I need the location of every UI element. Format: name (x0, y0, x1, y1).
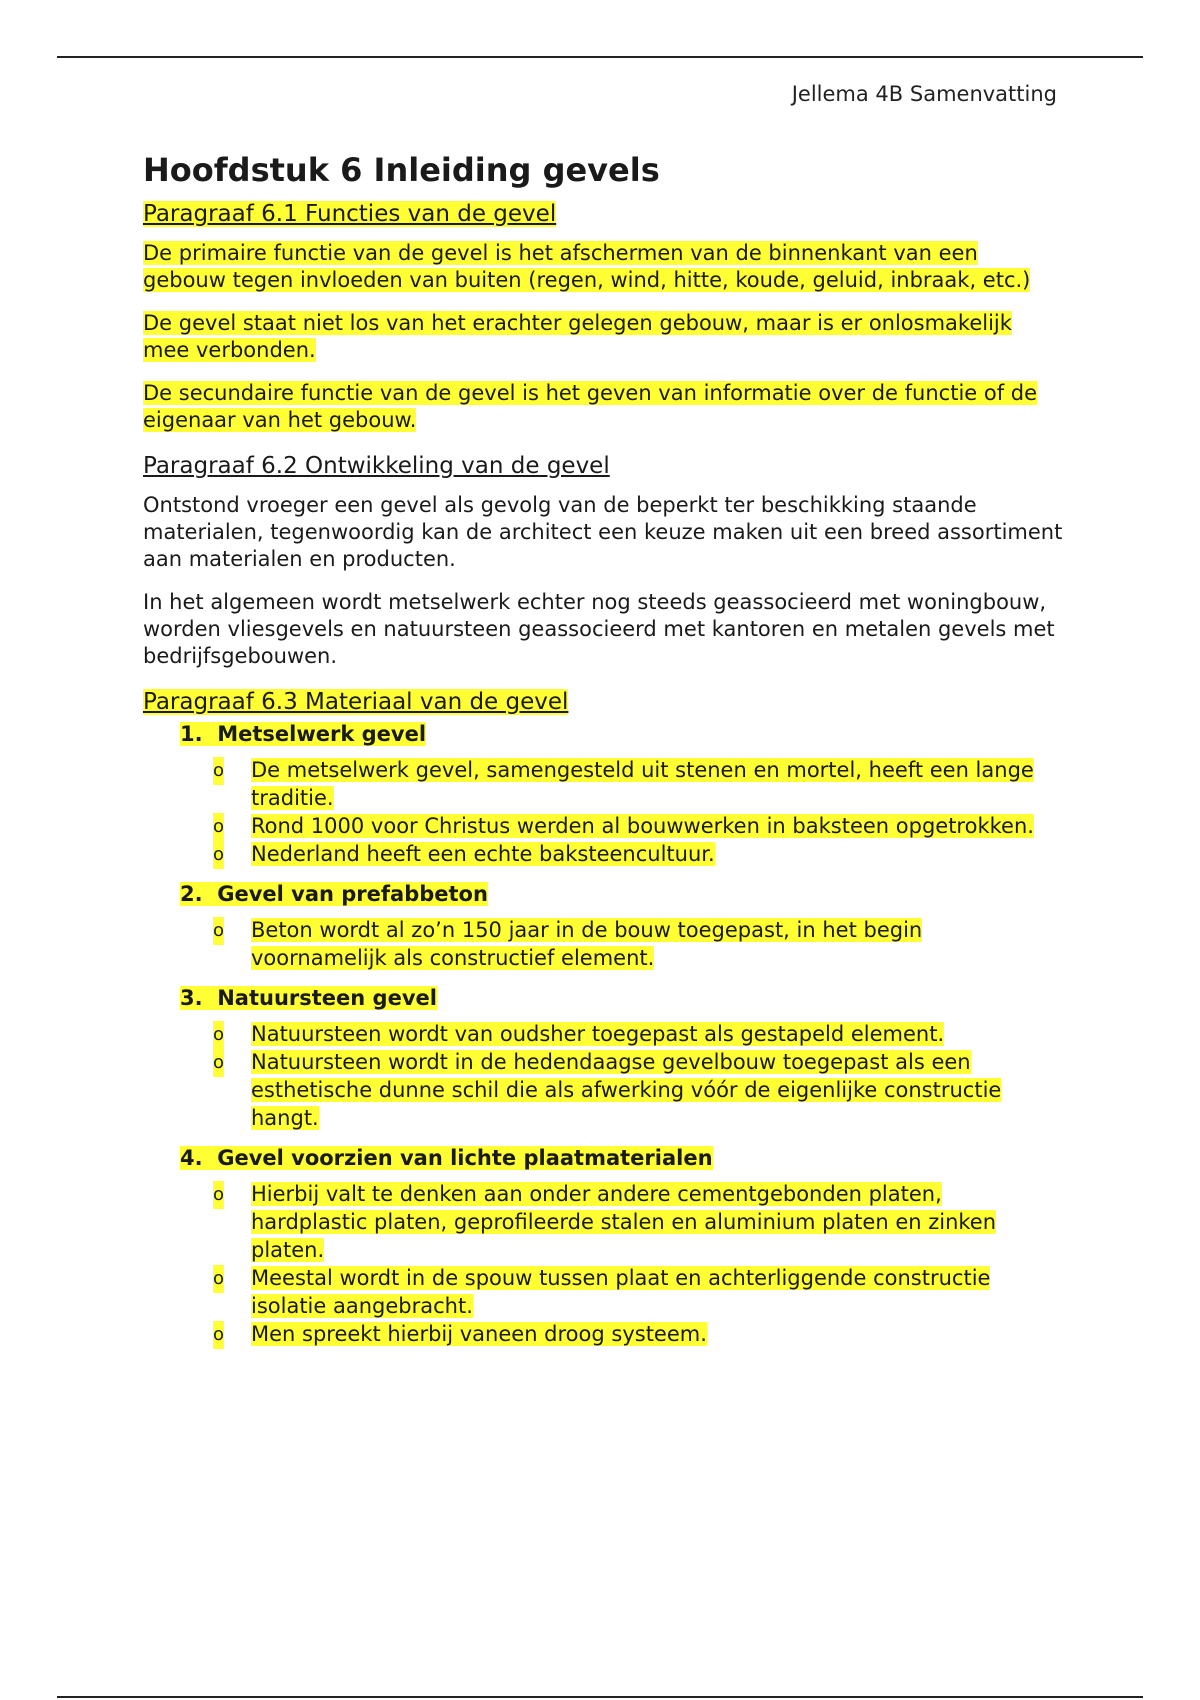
bullet-icon: o (213, 841, 224, 869)
bullet-icon: o (213, 813, 224, 841)
section-title: Paragraaf 6.2 Ontwikkeling van de gevel (143, 452, 610, 479)
sub-list-item: o Hierbij valt te denken aan onder andere cementgebonden platen, hardplastic platen, geprofileerde stalen en aluminium platen en zinken platen. (213, 1182, 997, 1263)
sub-list-item: o Meestal wordt in de spouw tussen plaat en achterliggende constructie isolatie aangebracht. (213, 1266, 991, 1319)
paragraph: De secundaire functie van de gevel is het geven van informatie over de functie of de eigenaar van het gebouw. (143, 380, 1038, 432)
paragraph: Ontstond vroeger een gevel als gevolg van de beperkt ter beschikking staande materialen, tegenwoordig kan de architect een keuze maken uit een breed assortiment aan materialen en producten. (143, 492, 1063, 571)
document-body (143, 150, 1063, 1360)
document-header: Jellema 4B Samenvatting (791, 82, 1057, 106)
section-title: Paragraaf 6.1 Functies van de gevel (143, 200, 557, 227)
list-item-title: 1. Metselwerk gevel (180, 722, 427, 747)
sub-list (143, 1180, 1063, 1348)
sub-list-item: o Rond 1000 voor Christus werden al bouwwerken in baksteen opgetrokken. (143, 812, 1063, 840)
list-item-title: 3. Natuursteen gevel (180, 986, 437, 1011)
bullet-icon: o (213, 1321, 224, 1349)
sub-list-item: o Men spreekt hierbij vaneen droog systeem. (143, 1320, 1063, 1348)
list-item (143, 984, 1063, 1132)
list-item (143, 720, 1063, 868)
sub-list-item: o Beton wordt al zo’n 150 jaar in de bouw toegepast, in het begin voornamelijk als constructief element. (213, 918, 923, 971)
list-item (143, 880, 1063, 972)
bullet-icon: o (213, 1181, 224, 1209)
sub-list (143, 1020, 1063, 1132)
material-list (143, 720, 1063, 1348)
bullet-icon: o (213, 917, 224, 945)
sub-list-item: o Natuursteen wordt van oudsher toegepast als gestapeld element. (143, 1020, 1063, 1048)
paragraph: De primaire functie van de gevel is het afschermen van de binnenkant van een gebouw tegen invloeden van buiten (regen, wind, hitte, koude, geluid, inbraak, etc.) (143, 240, 1031, 292)
sub-list (143, 756, 1063, 868)
section-title: Paragraaf 6.3 Materiaal van de gevel (143, 688, 569, 715)
list-item (143, 1144, 1063, 1348)
bullet-icon: o (213, 757, 224, 785)
bullet-icon: o (213, 1021, 224, 1049)
sub-list-item: o Nederland heeft een echte baksteencultuur. (143, 840, 1063, 868)
sub-list-item: o De metselwerk gevel, samengesteld uit stenen en mortel, heeft een lange traditie. (213, 758, 1034, 811)
chapter-title: Hoofdstuk 6 Inleiding gevels (143, 151, 660, 189)
sub-list-item: o Natuursteen wordt in de hedendaagse gevelbouw toegepast als een esthetische dunne schil die als afwerking vóór de eigenlijke constructie hangt. (213, 1050, 1002, 1131)
bullet-icon: o (213, 1265, 224, 1293)
bullet-icon: o (213, 1049, 224, 1077)
paragraph: De gevel staat niet los van het erachter gelegen gebouw, maar is er onlosmakelijk mee verbonden. (143, 310, 1012, 362)
list-item-title: 4. Gevel voorzien van lichte plaatmaterialen (180, 1146, 713, 1171)
footer-rule (57, 1696, 1143, 1698)
paragraph: In het algemeen wordt metselwerk echter nog steeds geassocieerd met woningbouw, worden vliesgevels en natuursteen geassocieerd met kantoren en metalen gevels met bedrijfsgebouwen. (143, 589, 1055, 668)
list-item-title: 2. Gevel van prefabbeton (180, 882, 488, 907)
sub-list (143, 916, 1063, 972)
header-rule (57, 56, 1143, 58)
